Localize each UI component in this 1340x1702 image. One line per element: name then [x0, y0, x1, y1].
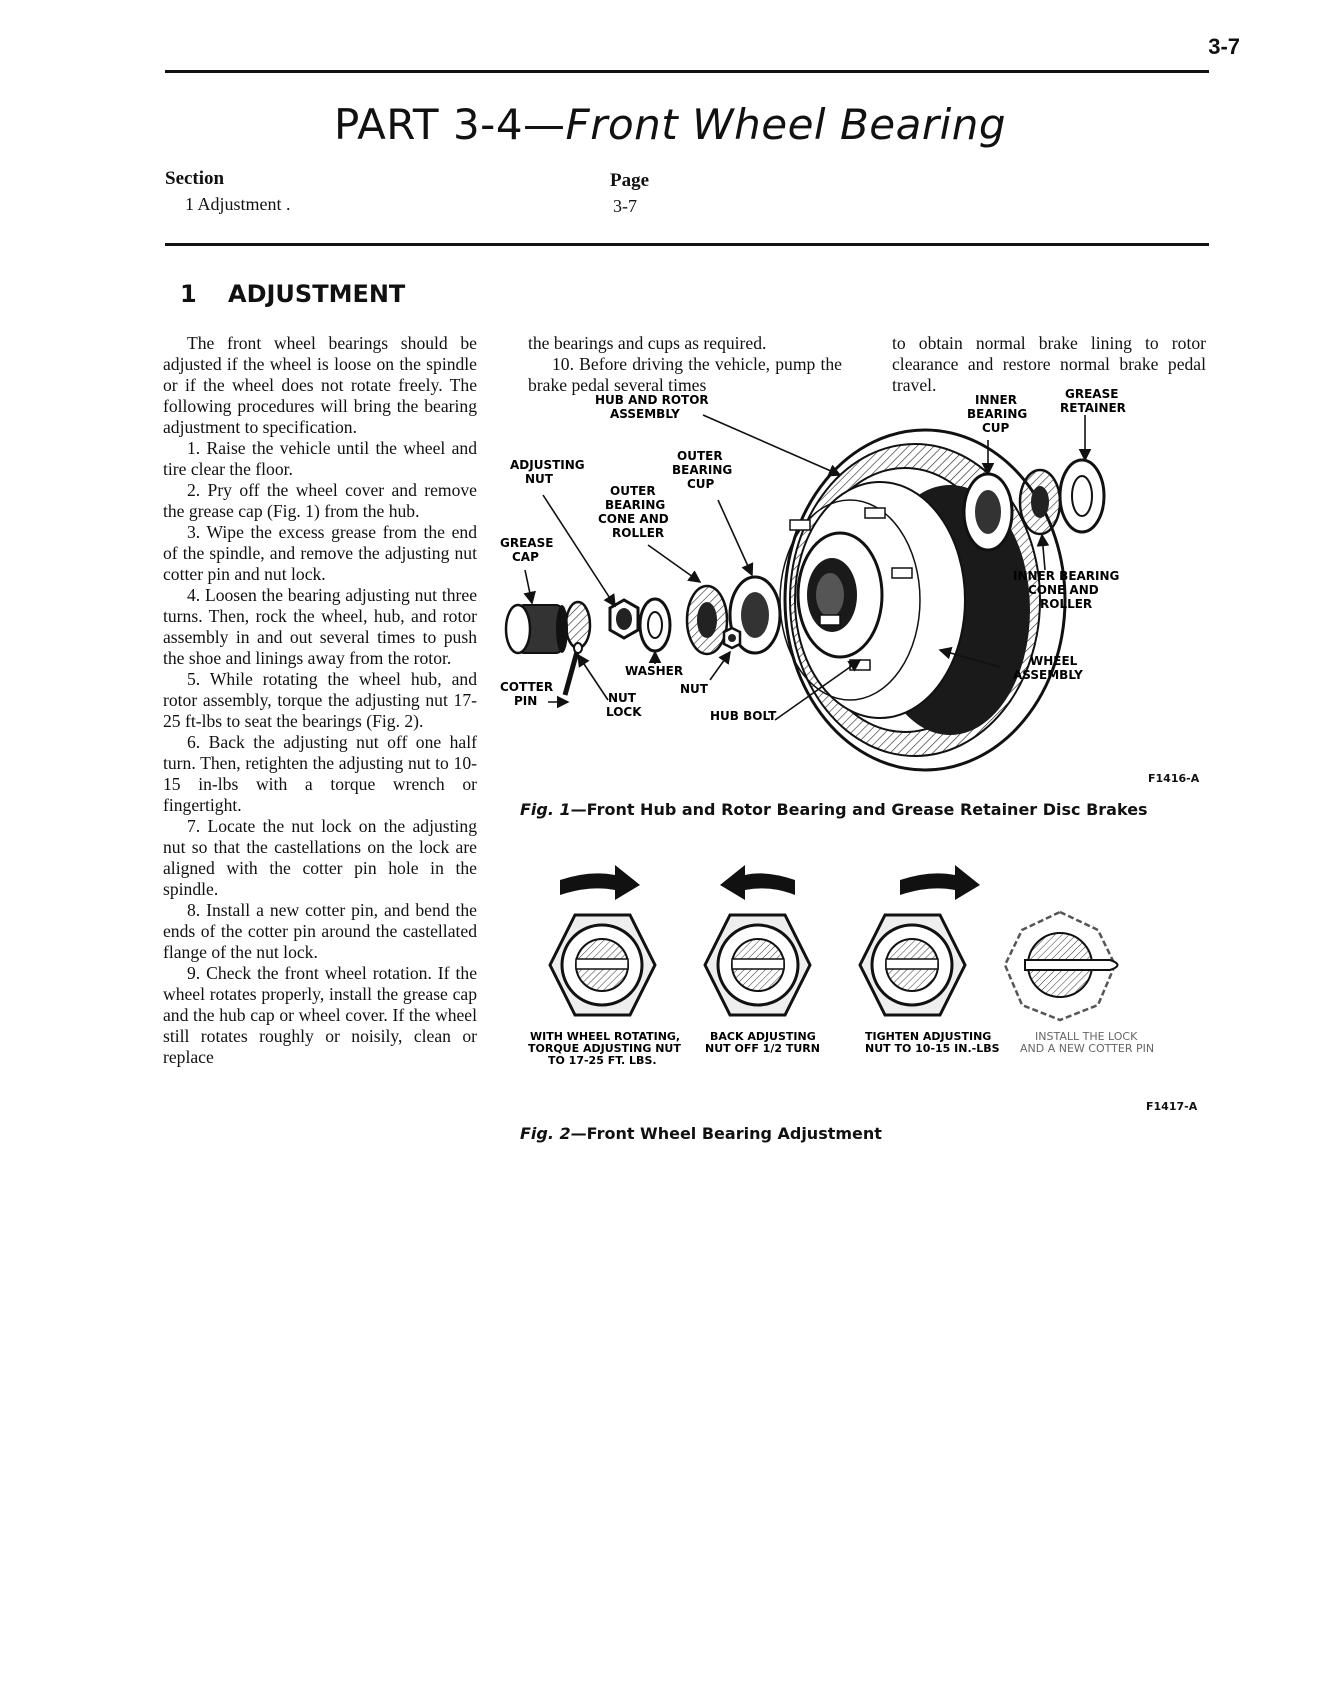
section-column-header: Section — [165, 168, 225, 189]
label-cotter-pin-2: PIN — [514, 694, 538, 708]
nut-step-1-drawing — [550, 915, 655, 1015]
label-inner-cone-2: CONE AND — [1028, 583, 1099, 597]
label-hub-rotor-1: HUB AND ROTOR — [595, 393, 709, 407]
section-heading — [180, 280, 405, 308]
label-adjusting-nut-1: ADJUSTING — [510, 458, 585, 472]
step-4-line-2: AND A NEW COTTER PIN — [1020, 1042, 1155, 1055]
contents-entry-label: 1 Adjustment . — [185, 194, 291, 214]
label-inner-cup-3: CUP — [982, 421, 1010, 435]
figure-2-caption-text: —Front Wheel Bearing Adjustment — [570, 1124, 882, 1143]
step-7: 7. Locate the nut lock on the adjusting nut so that the castellations on the lock are aligned with the cotter pin hole in the spindle. — [163, 816, 477, 899]
step-1: 1. Raise the vehicle until the wheel and tire clear the floor. — [163, 438, 477, 479]
figure-1-exploded-hub-diagram — [500, 387, 1210, 785]
wheel-assembly-drawing — [780, 430, 1065, 770]
step-9: 9. Check the front wheel rotation. If the wheel rotates properly, install the grease cap and the hub cap or wheel cover. If the wheel still rotates roughly or noisily, clean or replace — [163, 963, 477, 1067]
label-adjusting-nut-2: NUT — [525, 472, 553, 486]
step-1-line-3: TO 17-25 FT. LBS. — [548, 1054, 657, 1067]
rotate-forward-arrow-1 — [560, 865, 640, 900]
step-10: 10. Before driving the vehicle, pump the brake pedal several times — [528, 354, 842, 395]
washer-drawing — [640, 599, 670, 651]
page-column-header: Page — [610, 170, 650, 191]
label-outer-cone-4: ROLLER — [612, 526, 665, 540]
grease-retainer-drawing — [1060, 460, 1104, 532]
label-nut-lock-1: NUT — [608, 691, 636, 705]
nut-step-3-drawing — [860, 915, 965, 1015]
nut-lock-drawing — [566, 602, 590, 648]
part-number: PART 3-4— — [333, 100, 566, 149]
part-name: Front Wheel Bearing — [565, 100, 1007, 149]
label-outer-cup-3: CUP — [687, 477, 715, 491]
label-hub-bolt: HUB BOLT — [710, 709, 777, 723]
step-9-continued: the bearings and cups as required. — [528, 333, 767, 353]
text-column-1 — [163, 333, 477, 1068]
grease-cap-drawing — [506, 605, 568, 653]
figure-2-adjustment-steps — [520, 840, 1210, 1100]
label-outer-cone-2: BEARING — [605, 498, 666, 512]
nut-step-2-drawing — [705, 915, 810, 1015]
label-cotter-pin-1: COTTER — [500, 680, 554, 694]
label-hub-rotor-2: ASSEMBLY — [610, 407, 680, 421]
figure-1-code: F1416-A — [1148, 772, 1200, 785]
section-title: ADJUSTMENT — [228, 280, 406, 308]
figure-1-label: Fig. 1 — [520, 800, 571, 819]
label-washer: WASHER — [625, 664, 684, 678]
label-inner-cone-3: ROLLER — [1040, 597, 1093, 611]
step-1-line-2: TORQUE ADJUSTING NUT — [528, 1042, 681, 1055]
contents-entry-page: 3-7 — [613, 196, 637, 216]
figure-2-caption — [520, 1124, 882, 1143]
step-8: 8. Install a new cotter pin, and bend the ends of the cotter pin around the castellated flange of the nut lock. — [163, 900, 477, 962]
label-outer-cone-1: OUTER — [610, 484, 656, 498]
paragraph-intro: The front wheel bearings should be adjusted if the wheel is loose on the spindle or if the wheel does not rotate freely. The following procedures will bring the bearing adjustment to specification. — [163, 333, 477, 437]
step-4-line-1: INSTALL THE LOCK — [1035, 1030, 1138, 1043]
label-nut-lock-2: LOCK — [606, 705, 642, 719]
label-inner-cone-1: INNER BEARING — [1013, 569, 1120, 583]
step-2: 2. Pry off the wheel cover and remove the grease cap (Fig. 1) from the hub. — [163, 480, 477, 521]
label-grease-cap-2: CAP — [512, 550, 539, 564]
label-wheel-2: ASSEMBLY — [1013, 668, 1083, 682]
label-grease-retainer-2: RETAINER — [1060, 401, 1126, 415]
step-5: 5. While rotating the wheel hub, and rotor assembly, torque the adjusting nut 17-25 ft-lbs to seat the bearings (Fig. 2). — [163, 669, 477, 731]
label-nut: NUT — [680, 682, 708, 696]
step-2-line-1: BACK ADJUSTING — [710, 1030, 816, 1043]
text-column-3 — [892, 333, 1206, 396]
step-4: 4. Loosen the bearing adjusting nut three turns. Then, rock the wheel, hub, and rotor assembly in and out several times to push the shoe and linings away from the rotor. — [163, 585, 477, 668]
label-outer-cone-3: CONE AND — [598, 512, 669, 526]
step-10-continued: to obtain normal brake lining to rotor clearance and restore normal brake pedal travel. — [892, 333, 1206, 395]
label-inner-cup-1: INNER — [975, 393, 1017, 407]
rotate-forward-arrow-2 — [900, 865, 980, 900]
nut-lock-with-cotter-pin-drawing — [1005, 912, 1118, 1020]
label-grease-cap-1: GREASE — [500, 536, 554, 550]
step-3-line-2: NUT TO 10-15 IN.-LBS — [865, 1042, 1000, 1055]
page-number: 3-7 — [1208, 34, 1240, 59]
text-column-2 — [528, 333, 842, 396]
label-grease-retainer-1: GREASE — [1065, 387, 1119, 401]
figure-1-caption-text: —Front Hub and Rotor Bearing and Grease Retainer Disc Brakes — [570, 800, 1148, 819]
cotter-pin-drawing — [565, 643, 582, 695]
step-3: 3. Wipe the excess grease from the end of the spindle, and remove the adjusting nut cotter pin and nut lock. — [163, 522, 477, 584]
outer-bearing-cone-drawing — [687, 586, 727, 654]
step-6: 6. Back the adjusting nut off one half turn. Then, retighten the adjusting nut to 10-15 in-lbs with a torque wrench or fingertight. — [163, 732, 477, 815]
inner-bearing-cup-drawing — [964, 474, 1012, 550]
step-1-line-1: WITH WHEEL ROTATING, — [530, 1030, 681, 1043]
nut-drawing — [724, 628, 740, 648]
step-2-line-2: NUT OFF 1/2 TURN — [705, 1042, 820, 1055]
label-outer-cup-2: BEARING — [672, 463, 733, 477]
top-rule — [165, 70, 1209, 73]
figure-2-label: Fig. 2 — [520, 1124, 571, 1143]
figure-2-code: F1417-A — [1146, 1100, 1198, 1113]
step-3-line-1: TIGHTEN ADJUSTING — [865, 1030, 992, 1043]
label-inner-cup-2: BEARING — [967, 407, 1028, 421]
figure-1-caption — [520, 800, 1148, 819]
page-title — [0, 100, 1340, 149]
contents-rule — [165, 243, 1209, 246]
label-wheel-1: WHEEL — [1030, 654, 1078, 668]
rotate-back-arrow — [720, 865, 795, 900]
inner-bearing-cone-drawing — [1020, 470, 1060, 534]
section-number: 1 — [180, 280, 197, 308]
label-outer-cup-1: OUTER — [677, 449, 723, 463]
